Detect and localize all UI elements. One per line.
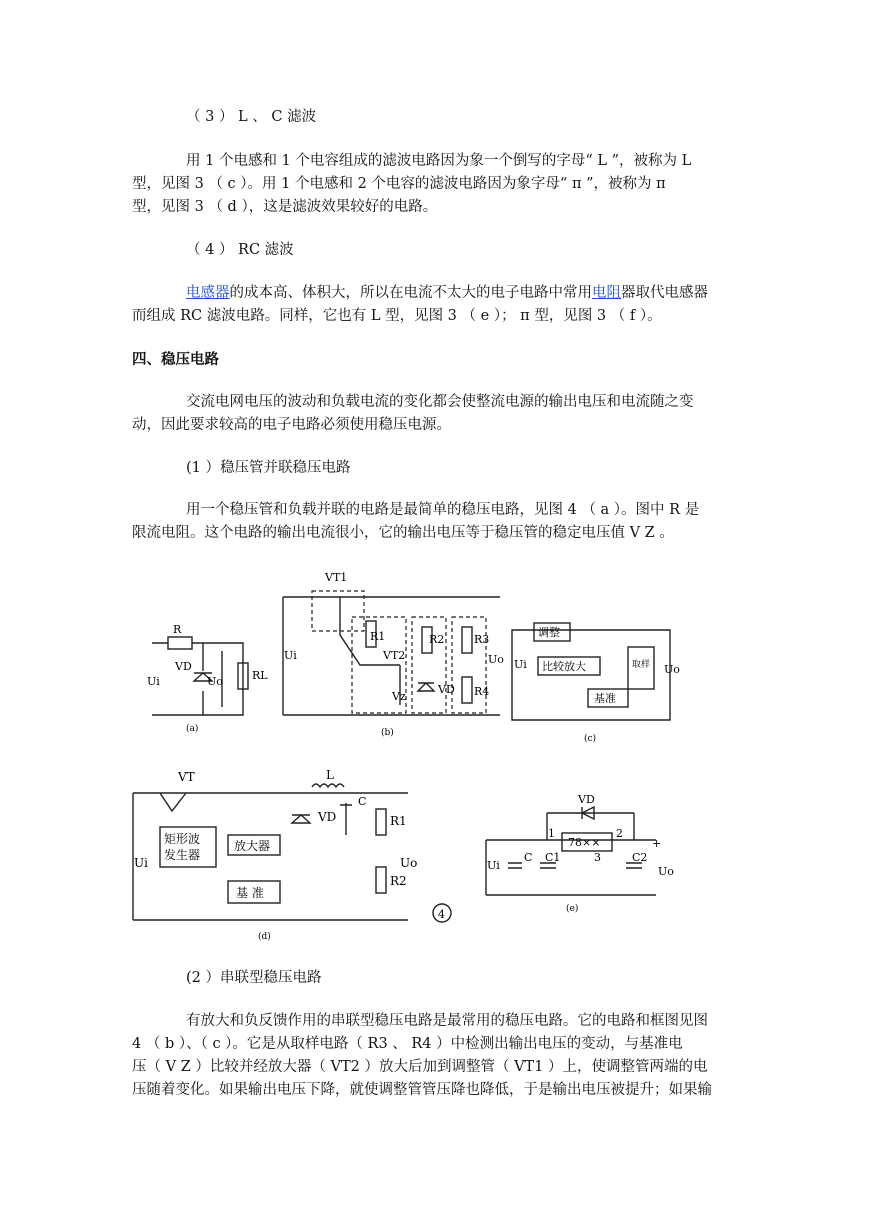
resistor-symbol [376, 809, 386, 835]
sampling-box [412, 617, 446, 713]
resistor-symbol [168, 637, 192, 649]
label-generator-1: 矩形波 [164, 832, 201, 846]
label-Uo: Uo [207, 675, 223, 688]
label-plus: + [652, 837, 662, 850]
label-C1: C1 [545, 851, 561, 864]
label-L: L [326, 768, 334, 782]
label-R2: R2 [429, 633, 445, 646]
label-R: R [173, 623, 182, 636]
label-Ui: Ui [284, 649, 297, 662]
label-VD: VD [438, 683, 455, 696]
resistor-symbol [462, 627, 472, 653]
resistor-link[interactable]: 电阻 [592, 285, 621, 301]
label-Uo: Uo [664, 663, 680, 676]
caption-b: (b) [381, 728, 394, 738]
paragraph-line: 交流电网电压的波动和负载电流的变化都会使整流电源的输出电压和电流随之变 [186, 394, 694, 410]
label-VT: VT [178, 770, 195, 784]
figure-number: 4 [438, 908, 445, 921]
paragraph-line: 限流电阻。这个电路的输出电流很小，它的输出电压等于稳压管的稳定电压值 V Z 。 [132, 525, 674, 541]
paragraph-line: 压（ V Z ）比较并经放大器（ VT2 ）放大后加到调整管（ VT1 ）上，使调整管两端的电 [132, 1059, 708, 1075]
label-amplifier: 放大器 [234, 839, 271, 853]
label-R1: R1 [370, 630, 386, 643]
caption-a: (a) [186, 724, 199, 734]
section-3-title: （ 3 ） L 、 C 滤波 [186, 109, 317, 125]
label-VT2: VT2 [383, 649, 406, 662]
caption-d: (d) [258, 932, 271, 942]
label-VD: VD [318, 810, 337, 824]
label-pin1: 1 [548, 827, 555, 840]
paragraph-line: 用 1 个电感和 1 个电容组成的滤波电路因为象一个倒写的字母“ L ”，被称为 L [186, 153, 692, 169]
label-R3: R3 [474, 633, 490, 646]
circuit-figure [0, 555, 869, 950]
circuit-b [283, 571, 504, 738]
caption-c: (c) [584, 734, 597, 744]
label-R2: R2 [390, 874, 407, 888]
subsection-title: (1 ）稳压管并联稳压电路 [186, 460, 351, 476]
label-adjust: 调整 [538, 626, 560, 639]
paragraph-line: 而组成 RC 滤波电路。同样，它也有 L 型，见图 3 （ e ）； π 型，见图 3 （ f ）。 [132, 308, 662, 324]
sampling-box [452, 617, 486, 713]
label-C2: C2 [632, 851, 648, 864]
resistor-symbol [462, 677, 472, 703]
subsection-title: (2 ）串联型稳压电路 [186, 970, 322, 986]
circuit-a [147, 623, 268, 734]
label-compare: 比较放大 [542, 660, 586, 673]
circuit-e [486, 793, 674, 914]
label-C: C [358, 795, 367, 808]
label-pin2: 2 [616, 827, 623, 840]
resistor-symbol [376, 867, 386, 893]
paragraph-text: 器取代电感器 [621, 285, 708, 301]
label-VD: VD [578, 793, 595, 806]
label-Ui: Ui [147, 675, 160, 688]
label-sample: 取样 [632, 660, 651, 670]
label-Vz: Vz [392, 690, 406, 703]
label-Uo: Uo [658, 865, 674, 878]
label-generator-2: 发生器 [164, 848, 201, 862]
paragraph-text: 的成本高、体积大，所以在电流不太大的电子电路中常用 [229, 285, 592, 301]
label-regulator: 78×× [568, 836, 601, 849]
label-pin3: 3 [594, 851, 601, 864]
label-Uo: Uo [488, 653, 504, 666]
inductor-link[interactable]: 电感器 [186, 285, 230, 301]
label-Ui: Ui [487, 859, 500, 872]
caption-e: (e) [566, 904, 579, 914]
label-Ui: Ui [134, 856, 148, 870]
paragraph-line: 用一个稳压管和负载并联的电路是最简单的稳压电路，见图 4 （ a ）。图中 R 是 [186, 502, 700, 518]
paragraph-line: 有放大和负反馈作用的串联型稳压电路是最常用的稳压电路。它的电路和框图见图 [186, 1013, 708, 1029]
paragraph-line: 型，见图 3 （ c ）。用 1 个电感和 2 个电容的滤波电路因为象字母“ π ”，被称为 π [132, 176, 666, 192]
label-VD: VD [175, 660, 192, 673]
label-C: C [524, 851, 533, 864]
label-reference: 基准 [594, 692, 616, 705]
label-VT1: VT1 [325, 571, 348, 584]
label-Ui: Ui [514, 658, 527, 671]
paragraph-line: 压随着变化。如果输出电压下降，就使调整管管压降也降低，于是输出电压被提升；如果输 [132, 1082, 712, 1098]
paragraph-line: 动，因此要求较高的电子电路必须使用稳压电源。 [132, 417, 451, 433]
circuit-d [133, 768, 451, 942]
label-Uo: Uo [400, 856, 418, 870]
paragraph-line [186, 283, 708, 303]
paragraph-line: 4 （ b ）、（ c ）。它是从取样电路（ R3 、 R4 ）中检测出输出电压的变动，与基准电 [132, 1036, 683, 1052]
circuit-c [512, 623, 680, 744]
paragraph-line: 型，见图 3 （ d ），这是滤波效果较好的电路。 [132, 199, 438, 215]
section-heading: 四、稳压电路 [132, 352, 219, 368]
section-4-title: （ 4 ） RC 滤波 [186, 242, 294, 258]
label-R4: R4 [474, 685, 490, 698]
label-RL: RL [252, 669, 268, 682]
label-R1: R1 [390, 814, 407, 828]
label-reference: 基 准 [236, 886, 264, 900]
